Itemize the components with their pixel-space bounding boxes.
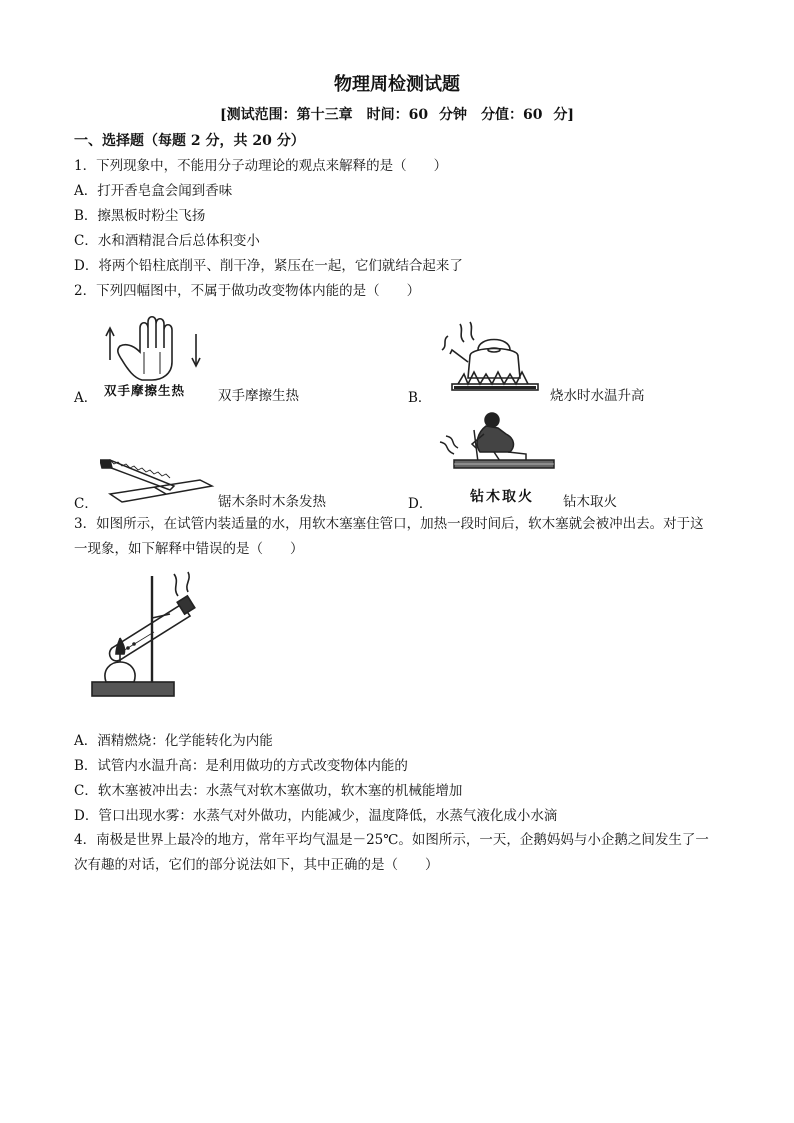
question-2-option-c-caption: 锯木条时木条发热	[218, 494, 326, 510]
question-1-stem: 1．下列现象中，不能用分子动理论的观点来解释的是（ ）	[74, 158, 448, 174]
question-4-stem-line-2: 次有趣的对话，它们的部分说法如下，其中正确的是（ ）	[74, 857, 439, 873]
question-1-option-d: D．将两个铅柱底削平、削干净，紧压在一起，它们就结合起来了	[74, 258, 463, 274]
question-3-option-a: A．酒精燃烧：化学能转化为内能	[74, 733, 273, 749]
question-1-option-b: B．擦黑板时粉尘飞扬	[74, 208, 206, 224]
section-heading: 一、选择题（每题 2 分，共 20 分）	[74, 133, 305, 149]
question-3-stem-line-2: 一现象，如下解释中错误的是（ ）	[74, 541, 304, 557]
test-tube-apparatus-figure	[74, 570, 214, 705]
kettle-heating-figure	[434, 320, 544, 400]
question-2-option-a-caption: 双手摩擦生热	[218, 388, 299, 404]
hands-rubbing-figure-label: 双手摩擦生热	[104, 383, 186, 398]
question-2-option-b-caption: 烧水时水温升高	[550, 388, 645, 404]
question-2-option-b-letter: B．	[408, 390, 432, 406]
page-title: 物理周检测试题	[334, 74, 460, 95]
question-3-option-d: D．管口出现水雾：水蒸气对外做功，内能减少，温度降低，水蒸气液化成小水滴	[74, 808, 558, 824]
question-2-option-c-letter: C．	[74, 496, 98, 512]
test-info: [测试范围：第十三章 时间：60 分钟 分值：60 分]	[220, 107, 574, 123]
question-2-option-a-letter: A．	[74, 390, 98, 406]
question-3-stem-line-1: 3．如图所示，在试管内装适量的水，用软木塞塞住管口，加热一段时间后，软木塞就会被冲出去。对于这	[74, 516, 704, 532]
drilling-fire-figure	[434, 408, 559, 484]
question-2-option-d-caption: 钻木取火	[563, 494, 617, 510]
question-4-stem-line-1: 4．南极是世界上最冷的地方，常年平均气温是－25℃。如图所示，一天，企鹅妈妈与小企鹅之间发生了一	[74, 832, 709, 848]
question-1-option-a: A．打开香皂盒会闻到香味	[74, 183, 233, 199]
question-1-option-c: C．水和酒精混合后总体积变小	[74, 233, 260, 249]
question-2-option-d-letter: D．	[408, 496, 433, 512]
question-3-option-b: B．试管内水温升高：是利用做功的方式改变物体内能的	[74, 758, 408, 774]
question-3-option-c: C．软木塞被冲出去：水蒸气对软木塞做功，软木塞的机械能增加	[74, 783, 463, 799]
drilling-fire-figure-label: 钻木取火	[470, 489, 534, 505]
question-2-stem: 2．下列四幅图中，不属于做功改变物体内能的是（ ）	[74, 283, 421, 299]
sawing-wood-figure	[100, 456, 220, 506]
